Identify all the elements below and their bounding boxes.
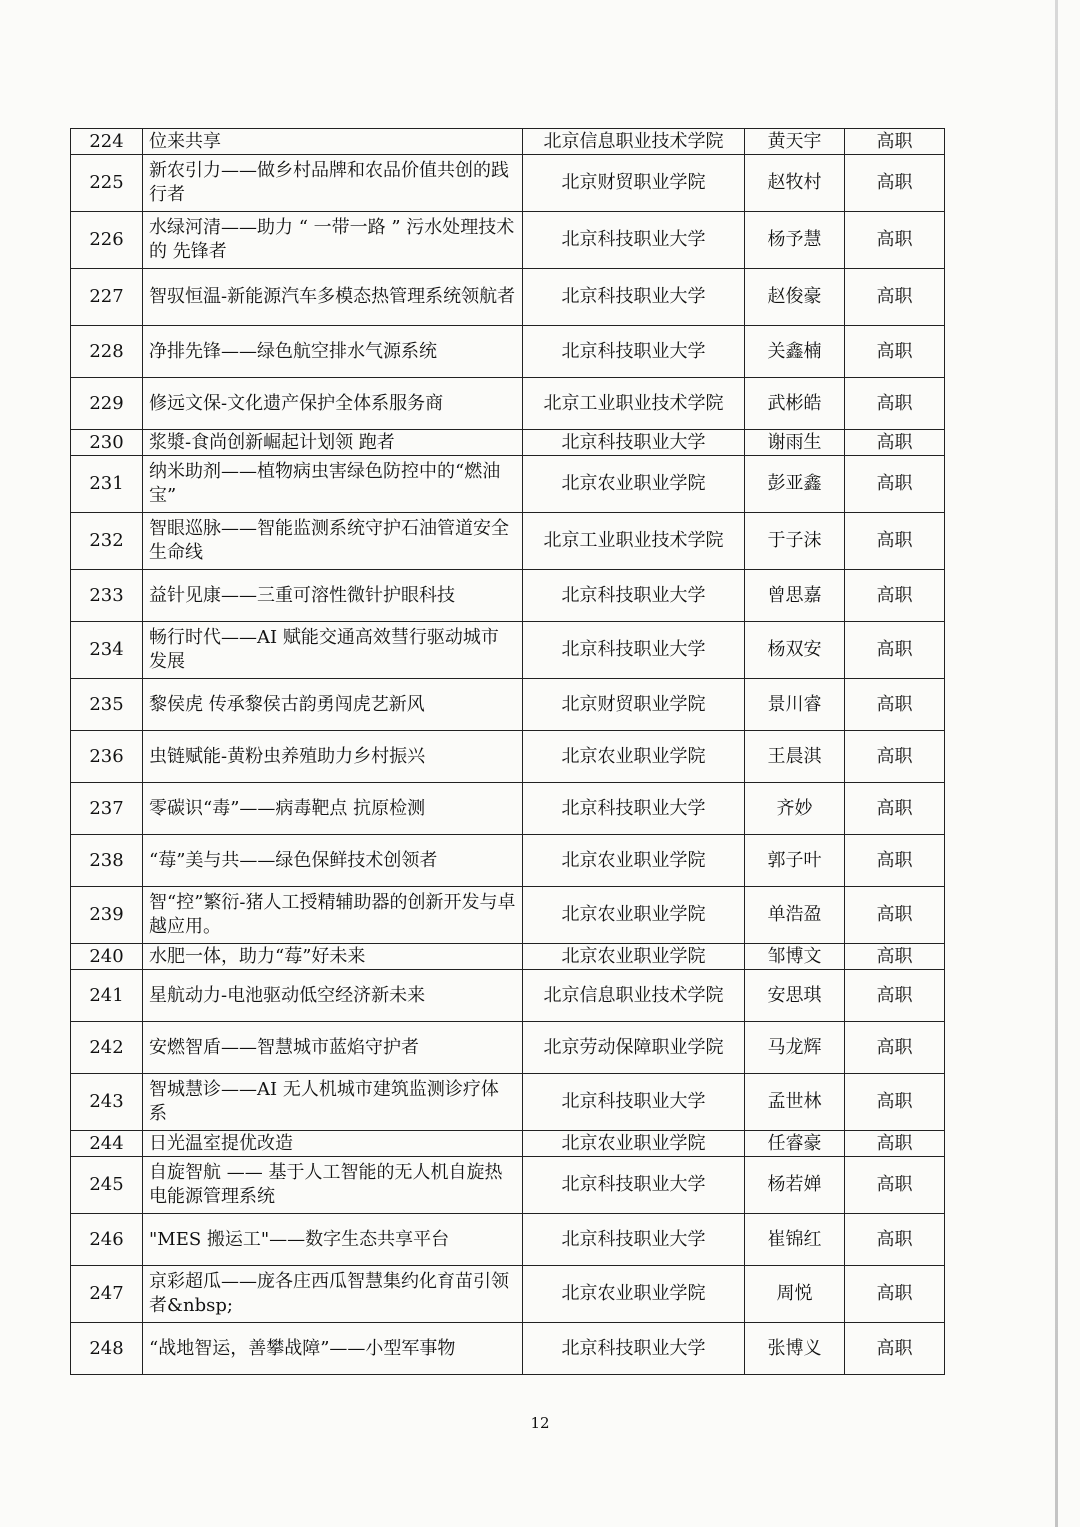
student-name: 杨双安: [745, 622, 845, 679]
table-row: [71, 269, 945, 326]
education-level: 高职: [845, 944, 945, 970]
table-row: [71, 570, 945, 622]
project-name: 日光温室提优改造: [143, 1131, 523, 1157]
project-name: “莓”美与共——绿色保鲜技术创领者: [143, 835, 523, 887]
page-edge-shadow: [1055, 0, 1058, 1527]
education-level: 高职: [845, 1022, 945, 1074]
project-name: "MES 搬运工"——数字生态共享平台: [143, 1214, 523, 1266]
project-name: 安燃智盾——智慧城市蓝焰守护者: [143, 1022, 523, 1074]
school-name: 北京农业职业学院: [523, 456, 745, 513]
project-name: 修远文保-文化遗产保护全体系服务商: [143, 378, 523, 430]
student-name: 景川睿: [745, 679, 845, 731]
row-number: 239: [71, 887, 143, 944]
table-row: [71, 430, 945, 456]
school-name: 北京科技职业大学: [523, 1157, 745, 1214]
education-level: 高职: [845, 731, 945, 783]
school-name: 北京农业职业学院: [523, 835, 745, 887]
school-name: 北京科技职业大学: [523, 570, 745, 622]
table-row: [71, 1214, 945, 1266]
table-row: [71, 1022, 945, 1074]
row-number: 225: [71, 155, 143, 212]
education-level: 高职: [845, 970, 945, 1022]
project-name: 零碳识“毒”——病毒靶点 抗原检测: [143, 783, 523, 835]
education-level: 高职: [845, 430, 945, 456]
student-name: 张博义: [745, 1323, 845, 1375]
school-name: 北京科技职业大学: [523, 212, 745, 269]
education-level: 高职: [845, 129, 945, 155]
row-number: 233: [71, 570, 143, 622]
student-name: 彭亚鑫: [745, 456, 845, 513]
table-row: [71, 513, 945, 570]
table-row: [71, 456, 945, 513]
table-row: [71, 155, 945, 212]
education-level: 高职: [845, 1323, 945, 1375]
education-level: 高职: [845, 679, 945, 731]
student-name: 武彬皓: [745, 378, 845, 430]
school-name: 北京农业职业学院: [523, 887, 745, 944]
school-name: 北京信息职业技术学院: [523, 129, 745, 155]
education-level: 高职: [845, 1157, 945, 1214]
table-row: [71, 679, 945, 731]
table-row: [71, 835, 945, 887]
row-number: 247: [71, 1266, 143, 1323]
school-name: 北京科技职业大学: [523, 1323, 745, 1375]
education-level: 高职: [845, 212, 945, 269]
row-number: 230: [71, 430, 143, 456]
education-level: 高职: [845, 269, 945, 326]
school-name: 北京农业职业学院: [523, 1266, 745, 1323]
education-level: 高职: [845, 1074, 945, 1131]
education-level: 高职: [845, 622, 945, 679]
project-name: 水肥一体，助力“莓”好未来: [143, 944, 523, 970]
row-number: 228: [71, 326, 143, 378]
education-level: 高职: [845, 513, 945, 570]
row-number: 234: [71, 622, 143, 679]
education-level: 高职: [845, 835, 945, 887]
school-name: 北京劳动保障职业学院: [523, 1022, 745, 1074]
project-name: 智驭恒温-新能源汽车多模态热管理系统领航者: [143, 269, 523, 326]
row-number: 226: [71, 212, 143, 269]
project-name: 智城慧诊——AI 无人机城市建筑监测诊疗体系: [143, 1074, 523, 1131]
school-name: 北京科技职业大学: [523, 783, 745, 835]
project-name: 智“控”繁衍-猪人工授精辅助器的创新开发与卓越应用。: [143, 887, 523, 944]
education-level: 高职: [845, 570, 945, 622]
student-name: 王晨淇: [745, 731, 845, 783]
student-name: 杨予慧: [745, 212, 845, 269]
project-name: 星航动力-电池驱动低空经济新未来: [143, 970, 523, 1022]
school-name: 北京工业职业技术学院: [523, 513, 745, 570]
project-name: 京彩超瓜——庞各庄西瓜智慧集约化育苗引领者&nbsp;: [143, 1266, 523, 1323]
row-number: 242: [71, 1022, 143, 1074]
row-number: 237: [71, 783, 143, 835]
project-name: 智眼巡脉——智能监测系统守护石油管道安全生命线: [143, 513, 523, 570]
row-number: 229: [71, 378, 143, 430]
student-name: 曾思嘉: [745, 570, 845, 622]
project-name: 益针见康——三重可溶性微针护眼科技: [143, 570, 523, 622]
school-name: 北京农业职业学院: [523, 944, 745, 970]
school-name: 北京科技职业大学: [523, 622, 745, 679]
project-name: 纳米助剂——植物病虫害绿色防控中的“燃油宝”: [143, 456, 523, 513]
page-number: 12: [530, 1414, 550, 1432]
project-name: 自旋智航 —— 基于人工智能的无人机自旋热电能源管理系统: [143, 1157, 523, 1214]
project-name: 黎侯虎 传承黎侯古韵勇闯虎艺新风: [143, 679, 523, 731]
table-row: [71, 1157, 945, 1214]
row-number: 224: [71, 129, 143, 155]
education-level: 高职: [845, 887, 945, 944]
school-name: 北京科技职业大学: [523, 1074, 745, 1131]
row-number: 245: [71, 1157, 143, 1214]
row-number: 231: [71, 456, 143, 513]
table-row: [71, 378, 945, 430]
student-name: 于子沫: [745, 513, 845, 570]
student-name: 邹博文: [745, 944, 845, 970]
table-row: [71, 326, 945, 378]
table-row: [71, 783, 945, 835]
student-name: 杨若婵: [745, 1157, 845, 1214]
project-name: 位来共享: [143, 129, 523, 155]
education-level: 高职: [845, 378, 945, 430]
education-level: 高职: [845, 1214, 945, 1266]
education-level: 高职: [845, 326, 945, 378]
student-name: 单浩盈: [745, 887, 845, 944]
student-name: 黄天宇: [745, 129, 845, 155]
project-name: 虫链赋能-黄粉虫养殖助力乡村振兴: [143, 731, 523, 783]
school-name: 北京科技职业大学: [523, 1214, 745, 1266]
table-row: [71, 731, 945, 783]
education-level: 高职: [845, 783, 945, 835]
row-number: 238: [71, 835, 143, 887]
row-number: 232: [71, 513, 143, 570]
table-row: [71, 887, 945, 944]
school-name: 北京财贸职业学院: [523, 155, 745, 212]
row-number: 241: [71, 970, 143, 1022]
school-name: 北京信息职业技术学院: [523, 970, 745, 1022]
table-row: [71, 129, 945, 155]
row-number: 244: [71, 1131, 143, 1157]
project-name: 畅行时代——AI 赋能交通高效彗行驱动城市发展: [143, 622, 523, 679]
student-name: 郭子叶: [745, 835, 845, 887]
school-name: 北京工业职业技术学院: [523, 378, 745, 430]
results-table: [70, 128, 945, 1375]
student-name: 赵俊豪: [745, 269, 845, 326]
row-number: 227: [71, 269, 143, 326]
table-row: [71, 1074, 945, 1131]
education-level: 高职: [845, 1131, 945, 1157]
row-number: 248: [71, 1323, 143, 1375]
student-name: 马龙辉: [745, 1022, 845, 1074]
table-row: [71, 944, 945, 970]
table-row: [71, 622, 945, 679]
project-name: 浆漿-食尚创新崛起计划领 跑者: [143, 430, 523, 456]
student-name: 赵牧村: [745, 155, 845, 212]
school-name: 北京科技职业大学: [523, 269, 745, 326]
student-name: 崔锦红: [745, 1214, 845, 1266]
student-name: 谢雨生: [745, 430, 845, 456]
education-level: 高职: [845, 155, 945, 212]
table-row: [71, 1323, 945, 1375]
project-name: “战地智运，善攀战障”——小型军事物: [143, 1323, 523, 1375]
row-number: 236: [71, 731, 143, 783]
row-number: 243: [71, 1074, 143, 1131]
education-level: 高职: [845, 1266, 945, 1323]
student-name: 任睿豪: [745, 1131, 845, 1157]
school-name: 北京农业职业学院: [523, 1131, 745, 1157]
school-name: 北京农业职业学院: [523, 731, 745, 783]
school-name: 北京科技职业大学: [523, 430, 745, 456]
student-name: 周悦: [745, 1266, 845, 1323]
table-row: [71, 212, 945, 269]
student-name: 孟世林: [745, 1074, 845, 1131]
table-row: [71, 970, 945, 1022]
student-name: 关鑫楠: [745, 326, 845, 378]
school-name: 北京科技职业大学: [523, 326, 745, 378]
student-name: 齐妙: [745, 783, 845, 835]
school-name: 北京财贸职业学院: [523, 679, 745, 731]
project-name: 新农引力——做乡村品牌和农品价值共创的践行者: [143, 155, 523, 212]
project-name: 净排先锋——绿色航空排水气源系统: [143, 326, 523, 378]
row-number: 235: [71, 679, 143, 731]
row-number: 240: [71, 944, 143, 970]
education-level: 高职: [845, 456, 945, 513]
student-name: 安思琪: [745, 970, 845, 1022]
table-row: [71, 1266, 945, 1323]
row-number: 246: [71, 1214, 143, 1266]
project-name: 水绿河清——助力 “ 一带一路 ” 污水处理技术的 先锋者: [143, 212, 523, 269]
table-row: [71, 1131, 945, 1157]
